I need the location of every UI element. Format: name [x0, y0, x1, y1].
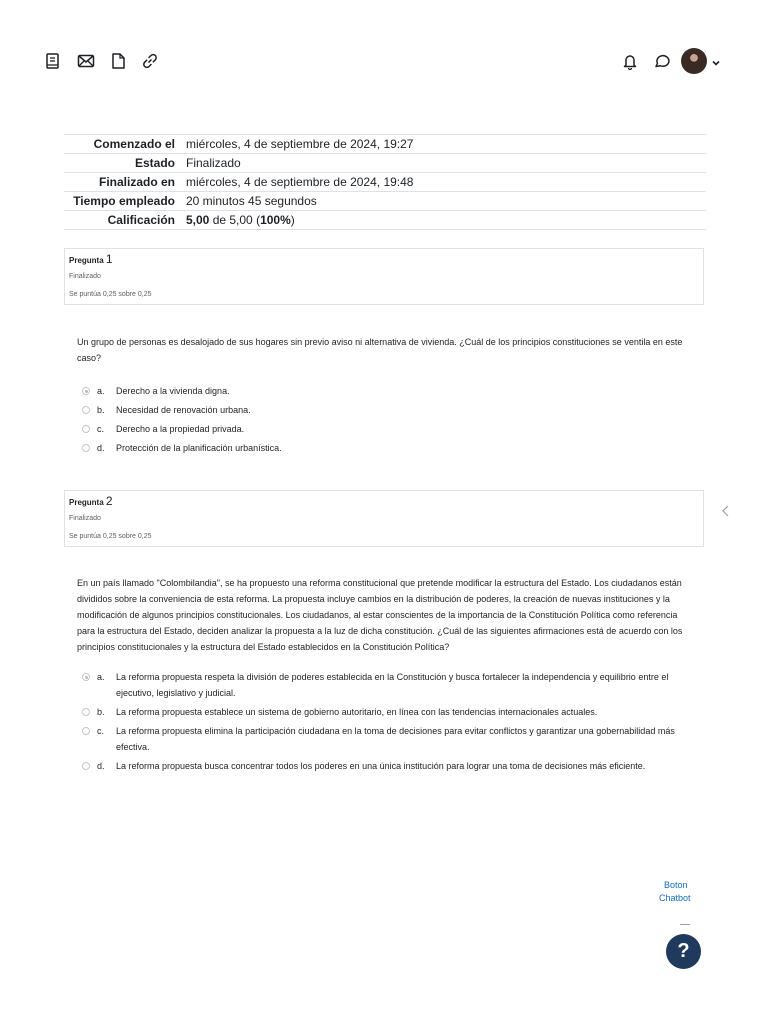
- question-text-1: Un grupo de personas es desalojado de sus hogares sin previo aviso ni alternativa de vivienda. ¿Cuál de los principios constituciones se ventila en este caso?: [77, 337, 683, 363]
- answer-option[interactable]: [82, 383, 702, 399]
- answer-text: Protección de la planificación urbanística.: [116, 443, 282, 453]
- question-info-1: [64, 248, 704, 305]
- top-navbar: [0, 0, 768, 120]
- attempt-summary-table: [64, 134, 706, 230]
- answer-letter: b.: [97, 707, 105, 717]
- answer-letter: a.: [97, 386, 105, 396]
- help-button[interactable]: ?: [666, 934, 701, 969]
- question-prefix: Pregunta: [69, 256, 104, 265]
- answer-option[interactable]: [82, 723, 694, 755]
- summary-label: Tiempo empleado: [73, 194, 175, 208]
- question-grade: Se puntúa 0,25 sobre 0,25: [69, 533, 152, 540]
- answer-letter: d.: [97, 443, 105, 453]
- summary-row: [64, 135, 706, 154]
- answer-letter: d.: [97, 761, 105, 771]
- radio-button[interactable]: [82, 673, 90, 681]
- radio-button[interactable]: [82, 708, 90, 716]
- answer-text: La reforma propuesta establece un sistema de gobierno autoritario, en línea con las tendencias internacionales actuales.: [116, 707, 598, 717]
- summary-value: miércoles, 4 de septiembre de 2024, 19:48: [186, 175, 414, 189]
- grade-end: ): [290, 213, 295, 227]
- summary-value: [180, 211, 706, 230]
- summary-row: [64, 173, 706, 192]
- answer-text: Necesidad de renovación urbana.: [116, 405, 251, 415]
- question-text-2: En un país llamado "Colombilandia", se ha propuesto una reforma constitucional que pretende modificar la estructura del Estado. Los ciudadanos están divididos sobre la conveniencia de esta reforma. La propuesta incluye cambios en la distribución de poderes, la creación de nuevas instituciones y la modificación de algunos principios constitucionales. Los ciudadanos, al estar conscientes de la importancia de la Constitución Política como referencia para la estructura del Estado, deciden analizar la propuesta a la luz de dicha constitución. ¿Cuál de las siguientes afirmaciones está de acuerdo con los principios constitucionales y la estructura del Estado establecidos en la Constitución Política?: [77, 578, 683, 652]
- grade-score: 5,00: [186, 213, 210, 227]
- file-icon[interactable]: [108, 51, 128, 71]
- answer-list-1: [82, 383, 702, 459]
- mail-icon[interactable]: [76, 51, 96, 71]
- summary-row: [64, 211, 706, 230]
- divider: [680, 924, 690, 925]
- chatbot-alt-line2: Chatbot: [659, 893, 691, 903]
- answer-text: La reforma propuesta respeta la división de poderes establecida en la Constitución y busca fortalecer la independencia y equilibrio entre el ejecutivo, legislativo y judicial.: [116, 672, 669, 698]
- answer-option[interactable]: [82, 758, 694, 774]
- answer-letter: a.: [97, 672, 105, 682]
- answer-option[interactable]: [82, 402, 702, 418]
- question-num: 1: [105, 252, 113, 266]
- answer-letter: c.: [97, 424, 105, 434]
- question-number: [69, 253, 699, 267]
- summary-value: Finalizado: [186, 156, 241, 170]
- question-state: Finalizado: [69, 273, 101, 280]
- question-state: Finalizado: [69, 515, 101, 522]
- summary-label: Calificación: [107, 213, 175, 227]
- answer-option[interactable]: [82, 421, 702, 437]
- grade-percent: 100%: [260, 213, 291, 227]
- answer-letter: c.: [97, 726, 105, 736]
- summary-label: Finalizado en: [98, 175, 175, 189]
- answer-text: Derecho a la propiedad privada.: [116, 424, 245, 434]
- answer-option[interactable]: [82, 440, 702, 456]
- question-number: [69, 495, 699, 509]
- summary-value: miércoles, 4 de septiembre de 2024, 19:27: [186, 137, 414, 151]
- summary-label: Comenzado el: [93, 137, 175, 151]
- chat-icon[interactable]: [652, 51, 672, 71]
- question-num: 2: [105, 494, 113, 508]
- chatbot-image[interactable]: [659, 879, 707, 919]
- chevron-down-icon[interactable]: [711, 55, 721, 65]
- bell-icon[interactable]: [620, 51, 640, 71]
- question-grade: Se puntúa 0,25 sobre 0,25: [69, 291, 152, 298]
- radio-button[interactable]: [82, 444, 90, 452]
- summary-row: [64, 192, 706, 211]
- grade-rest: de 5,00 (: [209, 213, 261, 227]
- radio-button[interactable]: [82, 387, 90, 395]
- chevron-left-icon[interactable]: [720, 503, 732, 519]
- radio-button[interactable]: [82, 425, 90, 433]
- summary-value: 20 minutos 45 segundos: [186, 194, 317, 208]
- question-info-2: [64, 490, 704, 547]
- radio-button[interactable]: [82, 727, 90, 735]
- book-icon[interactable]: [43, 51, 63, 71]
- summary-label: Estado: [134, 156, 175, 170]
- avatar[interactable]: [681, 48, 707, 74]
- summary-row: [64, 154, 706, 173]
- answer-option[interactable]: [82, 669, 694, 701]
- answer-text: La reforma propuesta busca concentrar todos los poderes en una única institución para lograr una toma de decisiones más eficiente.: [116, 761, 646, 771]
- link-icon[interactable]: [140, 51, 160, 71]
- radio-button[interactable]: [82, 762, 90, 770]
- question-prefix: Pregunta: [69, 498, 104, 507]
- answer-text: Derecho a la vivienda digna.: [116, 386, 230, 396]
- answer-list-2: [82, 669, 694, 777]
- answer-option[interactable]: [82, 704, 694, 720]
- radio-button[interactable]: [82, 406, 90, 414]
- answer-text: La reforma propuesta elimina la participación ciudadana en la toma de decisiones para evitar conflictos y garantizar una gobernabilidad más efectiva.: [116, 726, 675, 752]
- chatbot-alt-line1: Boton: [664, 880, 688, 890]
- answer-letter: b.: [97, 405, 105, 415]
